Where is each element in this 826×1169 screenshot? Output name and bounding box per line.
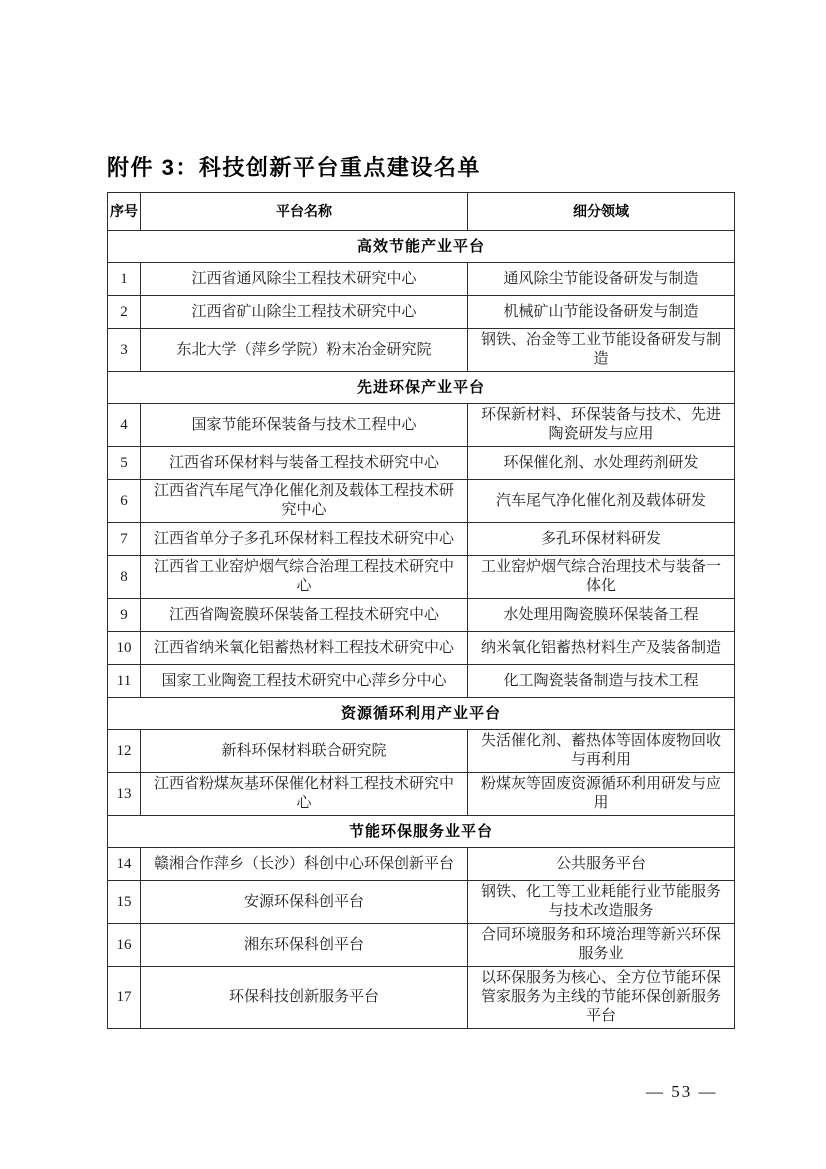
cell-platform: 江西省纳米氧化铝蓄热材料工程技术研究中心	[141, 632, 468, 665]
cell-no: 2	[108, 296, 141, 329]
cell-field: 通风除尘节能设备研发与制造	[468, 263, 735, 296]
cell-field: 钢铁、冶金等工业节能设备研发与制造	[468, 329, 735, 372]
table-row	[108, 773, 735, 816]
cell-field: 以环保服务为核心、全方位节能环保管家服务为主线的节能环保创新服务平台	[468, 967, 735, 1029]
header-row	[108, 193, 735, 231]
cell-field: 汽车尾气净化催化剂及载体研发	[468, 480, 735, 523]
cell-field: 水处理用陶瓷膜环保装备工程	[468, 599, 735, 632]
cell-platform: 赣湘合作萍乡（长沙）科创中心环保创新平台	[141, 848, 468, 881]
cell-no: 14	[108, 848, 141, 881]
table-row	[108, 523, 735, 556]
cell-field: 纳米氧化铝蓄热材料生产及装备制造	[468, 632, 735, 665]
section-header-row	[108, 816, 735, 848]
cell-field: 多孔环保材料研发	[468, 523, 735, 556]
table-row	[108, 556, 735, 599]
cell-platform: 江西省工业窑炉烟气综合治理工程技术研究中心	[141, 556, 468, 599]
cell-field: 钢铁、化工等工业耗能行业节能服务与技术改造服务	[468, 881, 735, 924]
table-row	[108, 329, 735, 372]
cell-no: 3	[108, 329, 141, 372]
table-row	[108, 296, 735, 329]
page-number: — 53 —	[646, 1082, 718, 1101]
cell-field: 机械矿山节能设备研发与制造	[468, 296, 735, 329]
cell-field: 合同环境服务和环境治理等新兴环保服务业	[468, 924, 735, 967]
platforms-table	[107, 192, 735, 1029]
section-header-row	[108, 372, 735, 404]
cell-platform: 安源环保科创平台	[141, 881, 468, 924]
table-row	[108, 848, 735, 881]
cell-no: 6	[108, 480, 141, 523]
section-header-row	[108, 231, 735, 263]
section-title: 高效节能产业平台	[108, 231, 735, 263]
cell-platform: 江西省通风除尘工程技术研究中心	[141, 263, 468, 296]
table-row	[108, 263, 735, 296]
section-title: 资源循环利用产业平台	[108, 698, 735, 730]
cell-platform: 江西省陶瓷膜环保装备工程技术研究中心	[141, 599, 468, 632]
table-row	[108, 881, 735, 924]
cell-no: 13	[108, 773, 141, 816]
cell-platform: 江西省矿山除尘工程技术研究中心	[141, 296, 468, 329]
cell-field: 粉煤灰等固废资源循环利用研发与应用	[468, 773, 735, 816]
table-row	[108, 730, 735, 773]
cell-no: 4	[108, 404, 141, 447]
section-header-row	[108, 698, 735, 730]
cell-platform: 环保科技创新服务平台	[141, 967, 468, 1029]
header-cell-platform: 平台名称	[141, 193, 468, 231]
cell-field: 环保催化剂、水处理药剂研发	[468, 447, 735, 480]
cell-field: 工业窑炉烟气综合治理技术与装备一体化	[468, 556, 735, 599]
cell-platform: 江西省环保材料与装备工程技术研究中心	[141, 447, 468, 480]
table-row	[108, 480, 735, 523]
cell-no: 7	[108, 523, 141, 556]
cell-platform: 新科环保材料联合研究院	[141, 730, 468, 773]
table-row	[108, 967, 735, 1029]
cell-no: 12	[108, 730, 141, 773]
table-row	[108, 924, 735, 967]
table-header	[108, 193, 735, 231]
table-row	[108, 404, 735, 447]
cell-platform: 江西省粉煤灰基环保催化材料工程技术研究中心	[141, 773, 468, 816]
cell-platform: 东北大学（萍乡学院）粉末冶金研究院	[141, 329, 468, 372]
cell-field: 公共服务平台	[468, 848, 735, 881]
cell-no: 5	[108, 447, 141, 480]
cell-no: 8	[108, 556, 141, 599]
cell-platform: 江西省单分子多孔环保材料工程技术研究中心	[141, 523, 468, 556]
section-title: 节能环保服务业平台	[108, 816, 735, 848]
cell-platform: 湘东环保科创平台	[141, 924, 468, 967]
cell-field: 化工陶瓷装备制造与技术工程	[468, 665, 735, 698]
cell-no: 10	[108, 632, 141, 665]
table-row	[108, 599, 735, 632]
cell-field: 环保新材料、环保装备与技术、先进陶瓷研发与应用	[468, 404, 735, 447]
header-cell-field: 细分领域	[468, 193, 735, 231]
cell-platform: 国家工业陶瓷工程技术研究中心萍乡分中心	[141, 665, 468, 698]
header-cell-no: 序号	[108, 193, 141, 231]
table-row	[108, 632, 735, 665]
document-title: 附件 3：科技创新平台重点建设名单	[107, 155, 481, 180]
cell-no: 9	[108, 599, 141, 632]
cell-no: 15	[108, 881, 141, 924]
table-row	[108, 447, 735, 480]
cell-platform: 国家节能环保装备与技术工程中心	[141, 404, 468, 447]
cell-no: 11	[108, 665, 141, 698]
section-title: 先进环保产业平台	[108, 372, 735, 404]
cell-platform: 江西省汽车尾气净化催化剂及载体工程技术研究中心	[141, 480, 468, 523]
table-row	[108, 665, 735, 698]
cell-no: 1	[108, 263, 141, 296]
cell-no: 16	[108, 924, 141, 967]
cell-field: 失活催化剂、蓄热体等固体废物回收与再利用	[468, 730, 735, 773]
table-body	[108, 231, 735, 1029]
cell-no: 17	[108, 967, 141, 1029]
